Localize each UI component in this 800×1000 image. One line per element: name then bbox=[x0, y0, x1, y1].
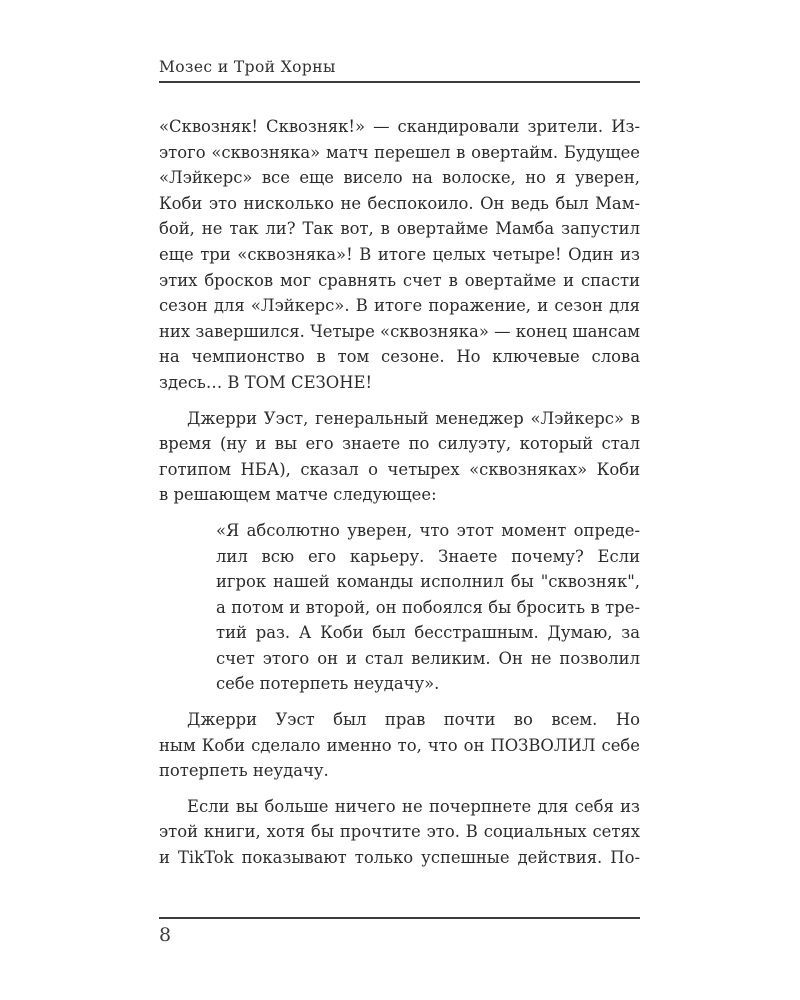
block-quote bbox=[216, 518, 640, 697]
text-line: этой книги, хотя бы прочтите это. В социальных сетях bbox=[159, 822, 640, 842]
quote-line: «Я абсолютно уверен, что этот момент опреде- bbox=[216, 520, 640, 540]
text-line: ным Коби сделало именно то, что он ПОЗВОЛИЛ себе bbox=[159, 735, 640, 755]
text-line: готипом НБА), сказал о четырех «сквозняках» Коби bbox=[159, 459, 640, 479]
quote-line: игрок нашей команды исполнил бы "сквозняк", bbox=[216, 572, 640, 592]
paragraph bbox=[159, 794, 640, 871]
page-number: 8 bbox=[159, 924, 172, 946]
text-line: «Лэйкерс» все еще висело на волоске, но я уверен, bbox=[159, 168, 640, 188]
header-rule bbox=[159, 81, 640, 83]
text-line: здесь… В ТОМ СЕЗОНЕ! bbox=[159, 372, 373, 392]
text-line: в решающем матче следующее: bbox=[159, 485, 437, 505]
quote-line: счет этого он и стал великим. Он не позволил bbox=[216, 648, 640, 668]
text-line: сезон для «Лэйкерс». В итоге поражение, и сезон для bbox=[159, 296, 640, 316]
text-line: Коби это нисколько не беспокоило. Он ведь был Мам- bbox=[159, 193, 640, 213]
text-line: и TikTok показывают только успешные действия. По- bbox=[159, 848, 640, 868]
text-line: них завершился. Четыре «сквозняка» — конец шансам bbox=[159, 321, 640, 341]
footer-rule bbox=[159, 917, 640, 919]
text-line: еще три «сквозняка»! В итоге целых четыре! Один из bbox=[159, 244, 640, 264]
paragraph bbox=[159, 114, 640, 396]
paragraph bbox=[159, 406, 640, 508]
text-line: «Сквозняк! Сквозняк!» — скандировали зрители. Из- bbox=[159, 117, 640, 136]
quote-line: а потом и второй, он побоялся бы бросить в тре- bbox=[216, 597, 640, 617]
quote-line: тий раз. А Коби был бесстрашным. Думаю, за bbox=[216, 623, 640, 643]
quote-line: себе потерпеть неудачу». bbox=[216, 674, 440, 694]
paragraph bbox=[159, 707, 640, 784]
text-line: время (ну и вы его знаете по силуэту, который стал bbox=[159, 434, 640, 454]
text-line: бой, не так ли? Так вот, в овертайме Мамба запустил bbox=[159, 219, 640, 239]
text-line: потерпеть неудачу. bbox=[159, 761, 329, 781]
running-head: Мозес и Трой Хорны bbox=[159, 58, 336, 76]
text-line: Джерри Уэст, генеральный менеджер «Лэйкерс» в bbox=[187, 408, 640, 428]
text-line: Джерри Уэст был прав почти во всем. Но bbox=[187, 710, 640, 730]
text-line: этого «сквозняка» матч перешел в овертайм. Будущее bbox=[159, 142, 640, 162]
text-line: Если вы больше ничего не почерпнете для себя из bbox=[187, 796, 640, 816]
text-line: этих бросков мог сравнять счет в овертайме и спасти bbox=[159, 270, 640, 290]
page-body bbox=[159, 114, 640, 871]
quote-line: лил всю его карьеру. Знаете почему? Если bbox=[216, 546, 640, 566]
text-line: на чемпионство в том сезоне. Но ключевые слова bbox=[159, 347, 640, 367]
